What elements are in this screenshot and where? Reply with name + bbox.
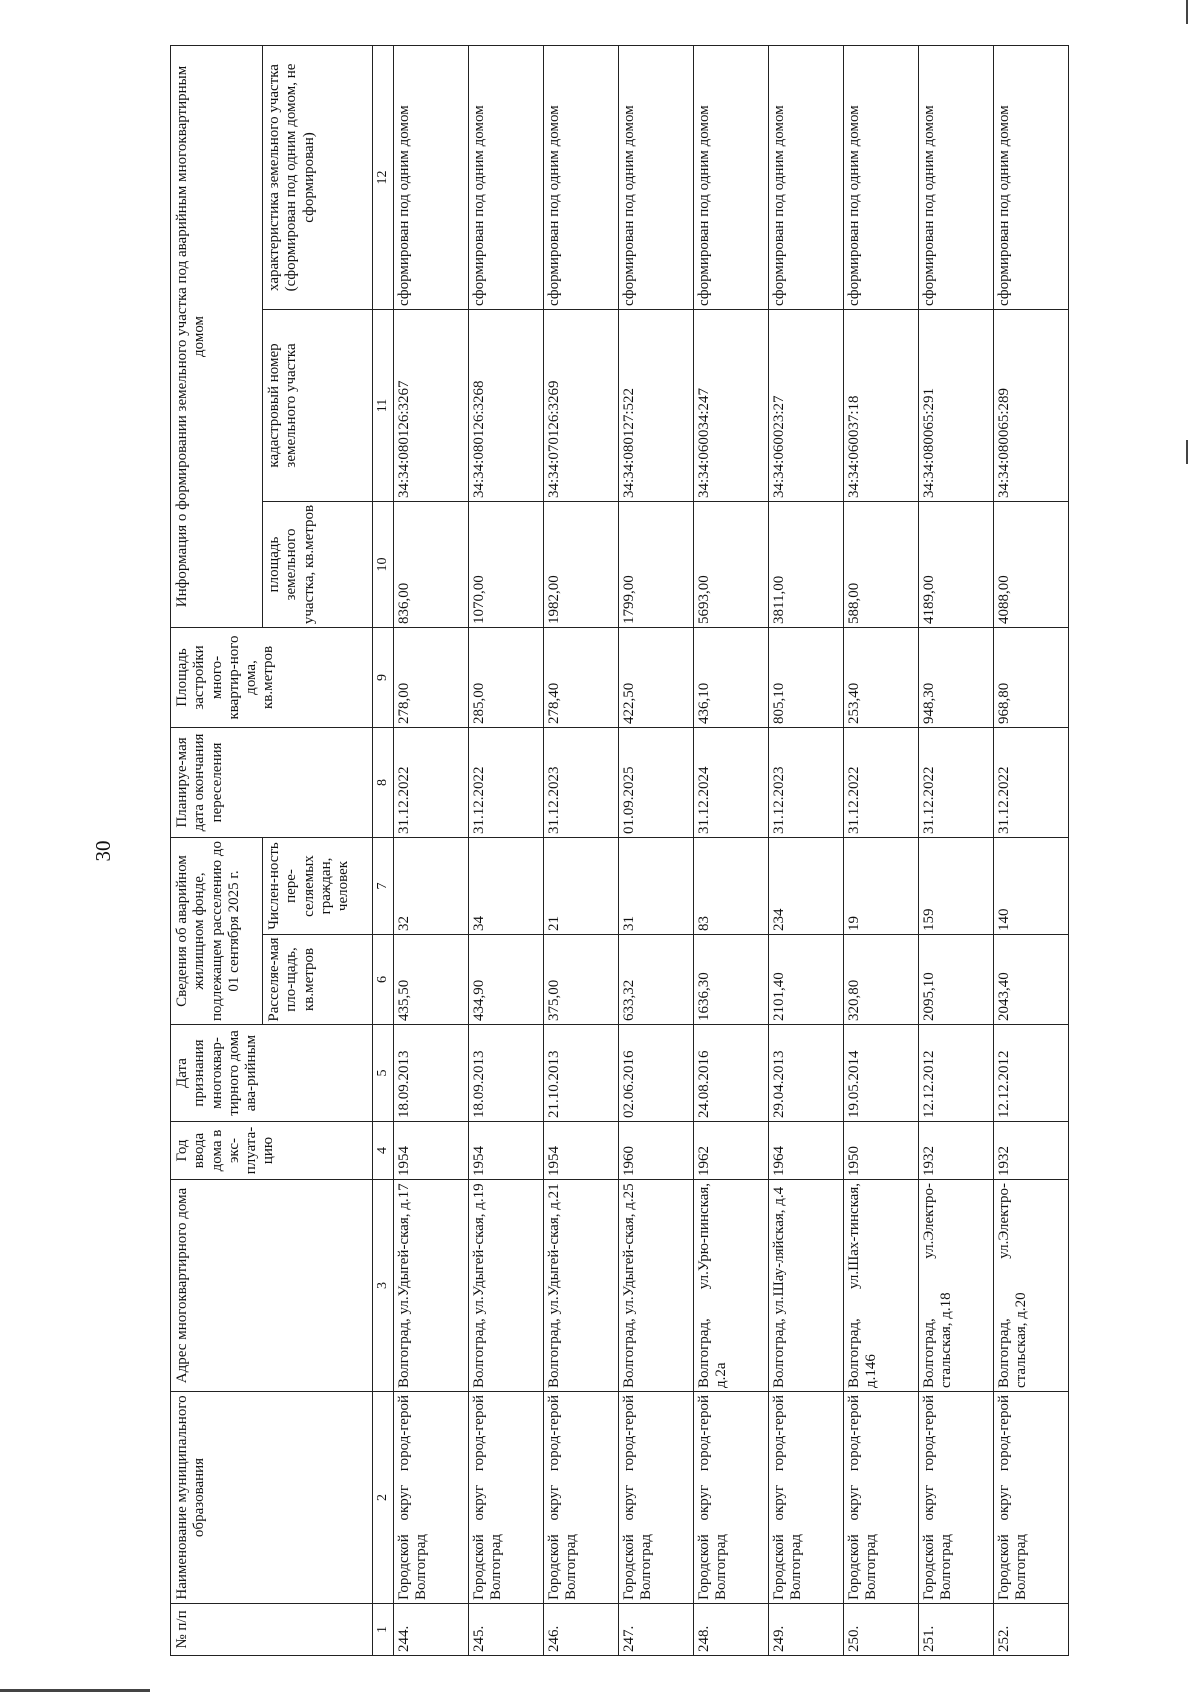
emergency-housing-table bbox=[170, 45, 1069, 1656]
table-row bbox=[844, 45, 919, 1655]
end-date-cell: 31.12.2023 bbox=[769, 727, 844, 837]
end-date-cell: 31.12.2023 bbox=[544, 727, 619, 837]
end-date-cell: 31.12.2024 bbox=[694, 727, 769, 837]
year-cell: 1962 bbox=[694, 1122, 769, 1180]
land-characteristic-cell: сформирован под одним домом bbox=[544, 45, 619, 309]
resettled-population-cell: 32 bbox=[394, 837, 469, 934]
header-land-area: площадь земельного участка, кв.метров bbox=[263, 501, 373, 627]
resettled-population-cell: 21 bbox=[544, 837, 619, 934]
land-characteristic-cell: сформирован под одним домом bbox=[619, 45, 694, 309]
resettled-population-cell: 31 bbox=[619, 837, 694, 934]
municipality-cell: Городской округ город-герой Волгоград bbox=[769, 1392, 844, 1604]
land-area-cell: 1070,00 bbox=[469, 501, 544, 627]
municipality-cell: Городской округ город-герой Волгоград bbox=[694, 1392, 769, 1604]
column-number: 7 bbox=[373, 837, 394, 934]
scan-edge-mark bbox=[0, 1689, 150, 1692]
header-land-characteristic: характеристика земельного участка (сформирован под одним домом, не сформирован) bbox=[263, 45, 373, 309]
end-date-cell: 31.12.2022 bbox=[844, 727, 919, 837]
resettled-area-cell: 633,32 bbox=[619, 935, 694, 1025]
built-area-cell: 422,50 bbox=[619, 627, 694, 727]
emergency-date-cell: 18.09.2013 bbox=[469, 1025, 544, 1122]
header-built-area: Площадь застройки много-квартир-ного дома, кв.метров bbox=[171, 627, 373, 727]
row-number: 248. bbox=[694, 1604, 769, 1656]
built-area-cell: 278,00 bbox=[394, 627, 469, 727]
municipality-cell: Городской округ город-герой Волгоград bbox=[544, 1392, 619, 1604]
header-end-date: Планируе-мая дата окончания переселения bbox=[171, 727, 373, 837]
column-number: 5 bbox=[373, 1025, 394, 1122]
end-date-cell: 31.12.2022 bbox=[469, 727, 544, 837]
municipality-cell: Городской округ город-герой Волгоград bbox=[394, 1392, 469, 1604]
column-number: 11 bbox=[373, 309, 394, 501]
built-area-cell: 948,30 bbox=[919, 627, 994, 727]
emergency-date-cell: 19.05.2014 bbox=[844, 1025, 919, 1122]
year-cell: 1932 bbox=[919, 1122, 994, 1180]
land-area-cell: 836,00 bbox=[394, 501, 469, 627]
table-row bbox=[619, 45, 694, 1655]
cadastral-number-cell: 34:34:080065:289 bbox=[994, 309, 1069, 501]
column-number: 10 bbox=[373, 501, 394, 627]
row-number: 245. bbox=[469, 1604, 544, 1656]
address-cell: Волгоград, ул.Удыгей-ская, д.25 bbox=[619, 1180, 694, 1392]
scan-edge-mark bbox=[1186, 440, 1188, 464]
emergency-date-cell: 12.12.2012 bbox=[919, 1025, 994, 1122]
year-cell: 1960 bbox=[619, 1122, 694, 1180]
row-number: 247. bbox=[619, 1604, 694, 1656]
column-number-row bbox=[373, 45, 394, 1655]
header-fund-group: Сведения об аварийном жилищном фонде, подлежащем расселению до 01 сентября 2025 г. bbox=[171, 837, 263, 1024]
land-area-cell: 588,00 bbox=[844, 501, 919, 627]
address-cell: Волгоград, ул.Удыгей-ская, д.17 bbox=[394, 1180, 469, 1392]
header-municipality: Наименование муниципального образования bbox=[171, 1392, 373, 1604]
resettled-population-cell: 159 bbox=[919, 837, 994, 934]
cadastral-number-cell: 34:34:080127:522 bbox=[619, 309, 694, 501]
land-area-cell: 4189,00 bbox=[919, 501, 994, 627]
land-area-cell: 5693,00 bbox=[694, 501, 769, 627]
year-cell: 1954 bbox=[469, 1122, 544, 1180]
end-date-cell: 31.12.2022 bbox=[394, 727, 469, 837]
land-characteristic-cell: сформирован под одним домом bbox=[394, 45, 469, 309]
header-num: № п/п bbox=[171, 1604, 373, 1656]
resettled-area-cell: 1636,30 bbox=[694, 935, 769, 1025]
header-row bbox=[171, 45, 263, 1655]
column-number: 3 bbox=[373, 1180, 394, 1392]
municipality-cell: Городской округ город-герой Волгоград bbox=[469, 1392, 544, 1604]
header-fund-area: Расселяе-мая пло-щадь, кв.метров bbox=[263, 935, 373, 1025]
address-cell: Волгоград, ул.Электро-стальская, д.18 bbox=[919, 1180, 994, 1392]
land-characteristic-cell: сформирован под одним домом bbox=[769, 45, 844, 309]
year-cell: 1950 bbox=[844, 1122, 919, 1180]
built-area-cell: 253,40 bbox=[844, 627, 919, 727]
column-number: 4 bbox=[373, 1122, 394, 1180]
row-number: 251. bbox=[919, 1604, 994, 1656]
address-cell: Волгоград, ул.Шах-тинская, д.146 bbox=[844, 1180, 919, 1392]
cadastral-number-cell: 34:34:070126:3269 bbox=[544, 309, 619, 501]
resettled-area-cell: 320,80 bbox=[844, 935, 919, 1025]
resettled-area-cell: 2043,40 bbox=[994, 935, 1069, 1025]
row-number: 246. bbox=[544, 1604, 619, 1656]
header-land-group: Информация о формировании земельного участка под аварийным многоквартирным домом bbox=[171, 45, 263, 627]
emergency-date-cell: 02.06.2016 bbox=[619, 1025, 694, 1122]
resettled-population-cell: 19 bbox=[844, 837, 919, 934]
year-cell: 1954 bbox=[394, 1122, 469, 1180]
resettled-area-cell: 2101,40 bbox=[769, 935, 844, 1025]
row-number: 244. bbox=[394, 1604, 469, 1656]
column-number: 9 bbox=[373, 627, 394, 727]
built-area-cell: 805,10 bbox=[769, 627, 844, 727]
resettled-population-cell: 234 bbox=[769, 837, 844, 934]
year-cell: 1954 bbox=[544, 1122, 619, 1180]
row-number: 250. bbox=[844, 1604, 919, 1656]
row-number: 252. bbox=[994, 1604, 1069, 1656]
table-row bbox=[994, 45, 1069, 1655]
resettled-population-cell: 83 bbox=[694, 837, 769, 934]
year-cell: 1932 bbox=[994, 1122, 1069, 1180]
municipality-cell: Городской округ город-герой Волгоград bbox=[619, 1392, 694, 1604]
header-year: Год ввода дома в экс-плуата-цию bbox=[171, 1122, 373, 1180]
column-number: 8 bbox=[373, 727, 394, 837]
land-area-cell: 4088,00 bbox=[994, 501, 1069, 627]
end-date-cell: 01.09.2025 bbox=[619, 727, 694, 837]
cadastral-number-cell: 34:34:060023:27 bbox=[769, 309, 844, 501]
end-date-cell: 31.12.2022 bbox=[994, 727, 1069, 837]
address-cell: Волгоград, ул.Шау-ляйская, д.4 bbox=[769, 1180, 844, 1392]
year-cell: 1964 bbox=[769, 1122, 844, 1180]
table-row bbox=[694, 45, 769, 1655]
built-area-cell: 436,10 bbox=[694, 627, 769, 727]
emergency-date-cell: 18.09.2013 bbox=[394, 1025, 469, 1122]
municipality-cell: Городской округ город-герой Волгоград bbox=[994, 1392, 1069, 1604]
municipality-cell: Городской округ город-герой Волгоград bbox=[844, 1392, 919, 1604]
land-area-cell: 1799,00 bbox=[619, 501, 694, 627]
column-number: 6 bbox=[373, 935, 394, 1025]
table-row bbox=[394, 45, 469, 1655]
scan-edge-mark bbox=[1186, 0, 1188, 24]
column-number: 1 bbox=[373, 1604, 394, 1656]
resettled-area-cell: 434,90 bbox=[469, 935, 544, 1025]
table-body bbox=[394, 45, 1069, 1655]
land-area-cell: 1982,00 bbox=[544, 501, 619, 627]
cadastral-number-cell: 34:34:060037:18 bbox=[844, 309, 919, 501]
land-characteristic-cell: сформирован под одним домом bbox=[694, 45, 769, 309]
header-cadastral: кадастровый номер земельного участка bbox=[263, 309, 373, 501]
emergency-date-cell: 29.04.2013 bbox=[769, 1025, 844, 1122]
land-area-cell: 3811,00 bbox=[769, 501, 844, 627]
address-cell: Волгоград, ул.Электро-стальская, д.20 bbox=[994, 1180, 1069, 1392]
header-address: Адрес многоквартирного дома bbox=[171, 1180, 373, 1392]
address-cell: Волгоград, ул.Удыгей-ская, д.19 bbox=[469, 1180, 544, 1392]
end-date-cell: 31.12.2022 bbox=[919, 727, 994, 837]
table-row bbox=[919, 45, 994, 1655]
resettled-population-cell: 34 bbox=[469, 837, 544, 934]
cadastral-number-cell: 34:34:080126:3268 bbox=[469, 309, 544, 501]
built-area-cell: 968,80 bbox=[994, 627, 1069, 727]
address-cell: Волгоград, ул.Удыгей-ская, д.21 bbox=[544, 1180, 619, 1392]
column-number: 12 bbox=[373, 45, 394, 309]
emergency-date-cell: 21.10.2013 bbox=[544, 1025, 619, 1122]
address-cell: Волгоград, ул.Урю-пинская, д.2а bbox=[694, 1180, 769, 1392]
emergency-date-cell: 12.12.2012 bbox=[994, 1025, 1069, 1122]
resettled-area-cell: 435,50 bbox=[394, 935, 469, 1025]
table-row bbox=[769, 45, 844, 1655]
resettled-area-cell: 2095,10 bbox=[919, 935, 994, 1025]
table-row bbox=[469, 45, 544, 1655]
municipality-cell: Городской округ город-герой Волгоград bbox=[919, 1392, 994, 1604]
cadastral-number-cell: 34:34:080065:291 bbox=[919, 309, 994, 501]
built-area-cell: 278,40 bbox=[544, 627, 619, 727]
cadastral-number-cell: 34:34:060034:247 bbox=[694, 309, 769, 501]
land-characteristic-cell: сформирован под одним домом bbox=[919, 45, 994, 309]
rotated-table-container bbox=[170, 46, 1200, 1656]
page-number: 30 bbox=[91, 840, 115, 862]
land-characteristic-cell: сформирован под одним домом bbox=[469, 45, 544, 309]
land-characteristic-cell: сформирован под одним домом bbox=[844, 45, 919, 309]
cadastral-number-cell: 34:34:080126:3267 bbox=[394, 309, 469, 501]
built-area-cell: 285,00 bbox=[469, 627, 544, 727]
land-characteristic-cell: сформирован под одним домом bbox=[994, 45, 1069, 309]
table-row bbox=[544, 45, 619, 1655]
column-number: 2 bbox=[373, 1392, 394, 1604]
header-emergency-date: Дата признания многоквар-тирного дома ава-рийным bbox=[171, 1025, 373, 1122]
row-number: 249. bbox=[769, 1604, 844, 1656]
resettled-area-cell: 375,00 bbox=[544, 935, 619, 1025]
resettled-population-cell: 140 bbox=[994, 837, 1069, 934]
header-fund-population: Числен-ность пере-селяемых граждан, человек bbox=[263, 837, 373, 934]
emergency-date-cell: 24.08.2016 bbox=[694, 1025, 769, 1122]
